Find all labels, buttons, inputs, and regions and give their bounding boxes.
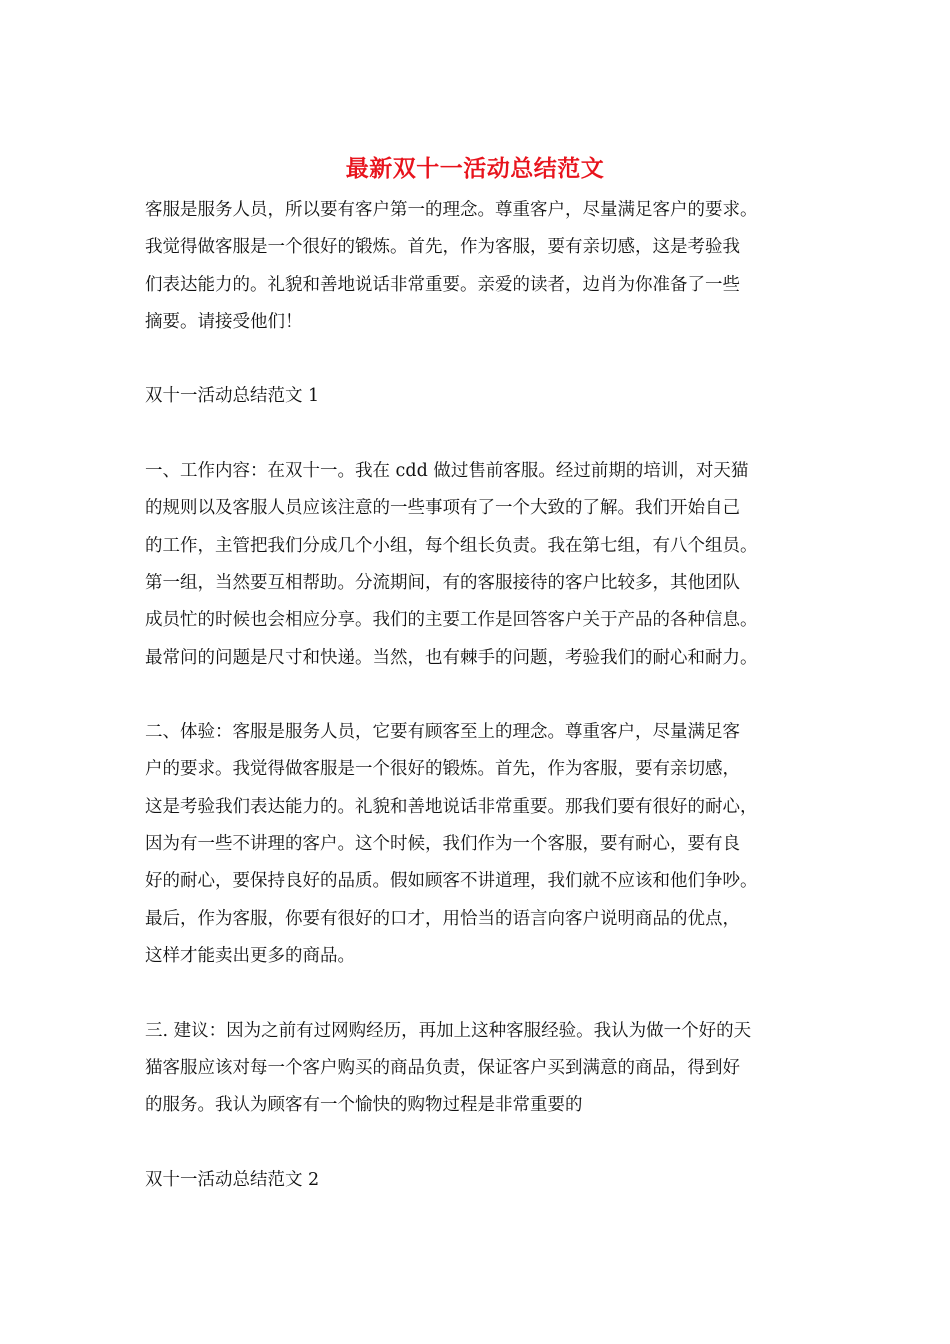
section-2-line: 二、体验：客服是服务人员，它要有顾客至上的理念。尊重客户，尽量满足客	[145, 722, 740, 743]
intro-line: 我觉得做客服是一个很好的锻炼。首先，作为客服，要有亲切感，这是考验我	[145, 237, 740, 258]
section-3-line: 的服务。我认为顾客有一个愉快的购物过程是非常重要的	[145, 1095, 583, 1116]
document-body	[145, 192, 807, 1199]
paragraph-gap	[145, 416, 807, 453]
section-2-line: 好的耐心，要保持良好的品质。假如顾客不讲道理，我们就不应该和他们争吵。	[145, 871, 758, 892]
section-1-paragraph	[145, 453, 807, 677]
section-3-paragraph	[145, 1013, 807, 1125]
section-1-line: 第一组，当然要互相帮助。分流期间，有的客服接待的客户比较多，其他团队	[145, 572, 740, 593]
intro-paragraph	[145, 192, 807, 341]
section-1-line: 最常问的问题是尺寸和快递。当然，也有棘手的问题，考验我们的耐心和耐力。	[145, 647, 758, 668]
section-2-line: 因为有一些不讲理的客户。这个时候，我们作为一个客服，要有耐心，要有良	[145, 834, 740, 855]
intro-line: 客服是服务人员，所以要有客户第一的理念。尊重客户，尽量满足客户的要求。	[145, 200, 758, 220]
section-2-line: 这样才能卖出更多的商品。	[145, 945, 355, 966]
section-2-paragraph	[145, 714, 807, 975]
section-2-line: 户的要求。我觉得做客服是一个很好的锻炼。首先，作为客服，要有亲切感，	[145, 759, 740, 780]
section-heading-2: 双十一活动总结范文 2	[145, 1169, 320, 1190]
section-3-line: 猫客服应该对每一个客户购买的商品负责，保证客户买到满意的商品，得到好	[145, 1057, 740, 1078]
intro-line: 们表达能力的。礼貌和善地说话非常重要。亲爱的读者，边肖为你准备了一些	[145, 274, 740, 295]
section-1-line: 的工作，主管把我们分成几个小组，每个组长负责。我在第七组，有八个组员。	[145, 535, 758, 556]
section-heading-1: 双十一活动总结范文 1	[145, 386, 320, 407]
section-3-line: 三. 建议：因为之前有过网购经历，再加上这种客服经验。我认为做一个好的天	[145, 1020, 752, 1041]
section-2-line: 最后，作为客服，你要有很好的口才，用恰当的语言向客户说明商品的优点，	[145, 908, 740, 929]
section-1-line: 成员忙的时候也会相应分享。我们的主要工作是回答客户关于产品的各种信息。	[145, 610, 758, 631]
paragraph-gap	[145, 341, 807, 378]
paragraph-gap	[145, 975, 807, 1012]
section-2-line: 这是考验我们表达能力的。礼貌和善地说话非常重要。那我们要有很好的耐心，	[145, 796, 758, 817]
section-1-line: 一、工作内容：在双十一。我在 cdd 做过售前客服。经过前期的培训，对天猫	[145, 461, 749, 482]
paragraph-gap	[145, 1124, 807, 1161]
section-1-line: 的规则以及客服人员应该注意的一些事项有了一个大致的了解。我们开始自己	[145, 498, 740, 519]
paragraph-gap	[145, 677, 807, 714]
document-title: 最新双十一活动总结范文	[345, 155, 605, 182]
intro-line: 摘要。请接受他们！	[145, 311, 303, 332]
